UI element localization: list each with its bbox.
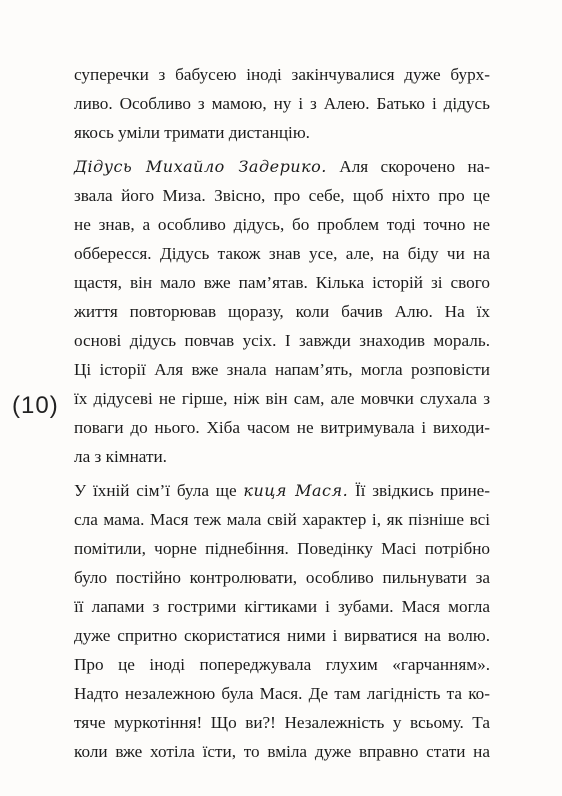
paragraph-line: основі дідусь повчав усіх. І завжди знаходив мораль. — [74, 331, 490, 350]
paragraph-line: поваги до нього. Хіба часом не витримувала і виходи- — [74, 418, 490, 437]
paragraph-line: її лапами з гострими кігтиками і зубами. Мася могла — [74, 597, 490, 616]
paragraph-first-line — [74, 152, 490, 181]
paragraph-line: не знав, а особливо дідусь, бо проблем тоді точно не — [74, 215, 490, 234]
page-number: (10) — [12, 392, 59, 419]
paragraph-line: Ці історії Аля вже знала напам’ять, могла розповісти — [74, 360, 490, 379]
paragraph-line: суперечки з бабусею іноді закінчувалися дуже бурх- — [74, 65, 490, 84]
paragraph-grandfather — [74, 152, 490, 471]
paragraph-line: якось уміли тримати дистанцію. — [74, 123, 310, 142]
paragraph-line: звала його Миза. Звісно, про себе, щоб ніхто про це — [74, 186, 490, 205]
grandfather-name-heading: Дідусь Михайло Задерико. — [74, 157, 327, 176]
paragraph-line: ливо. Особливо з мамою, ну і з Алею. Батько і дідусь — [74, 94, 490, 113]
first-line-text: Аля скорочено на- — [326, 157, 491, 176]
first-line-text-before: У їхній сім’ї була ще — [74, 481, 244, 500]
first-line-text-after: Її звідкись прине- — [348, 481, 490, 500]
paragraph-line: дуже спритно скористатися ними і вирватися на волю. — [74, 626, 490, 645]
paragraph-line: коли вже хотіла їсти, то вміла дуже вправно стати на — [74, 742, 490, 761]
paragraph-line: їх дідусеві не гірше, ніж він сам, але мовчки слухала з — [74, 389, 490, 408]
paragraph-line: щастя, він мало вже пам’ятав. Кілька історій зі свого — [74, 273, 490, 292]
paragraph-line: Надто незалежною була Мася. Де там лагідність та ко- — [74, 684, 490, 703]
paragraph-line: оббересся. Дідусь також знав усе, але, на біду чи на — [74, 244, 490, 263]
paragraph-line: було постійно контролювати, особливо пильнувати за — [74, 568, 490, 587]
paragraph-family-arguments — [74, 60, 490, 147]
paragraph-cat-masia — [74, 476, 490, 766]
paragraph-line: життя повторював щоразу, коли бачив Алю. На їх — [74, 302, 490, 321]
paragraph-line: Про це іноді попереджувала глухим «гарчанням». — [74, 655, 490, 674]
paragraph-line: помітили, чорне піднебіння. Поведінку Масі потрібно — [74, 539, 490, 558]
paragraph-line: ла з кімнати. — [74, 447, 167, 466]
paragraph-first-line — [74, 476, 490, 505]
paragraph-line: сла мама. Мася теж мала свій характер і, як пізніше всі — [74, 510, 490, 529]
cat-name-heading: киця Мася. — [243, 481, 349, 500]
paragraph-line: тяче муркотіння! Що ви?! Незалежність у всьому. Та — [74, 713, 490, 732]
